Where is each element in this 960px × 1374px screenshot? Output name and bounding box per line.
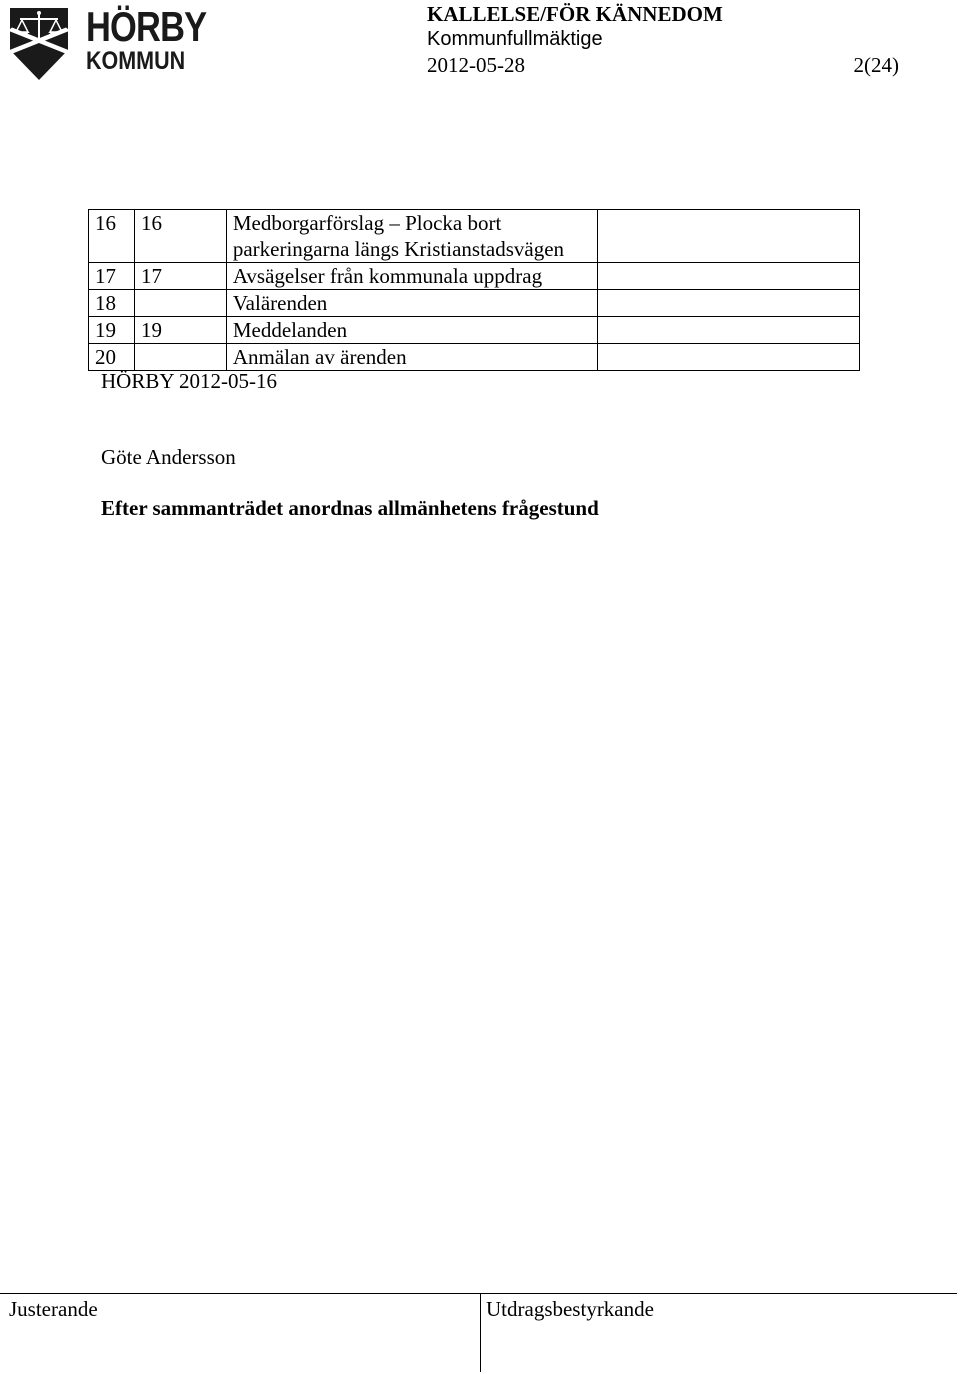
item-reference: [134, 290, 226, 317]
municipality-logo: [8, 3, 207, 84]
item-note: [598, 290, 860, 317]
logo-title: HÖRBY: [86, 3, 207, 50]
signer-name: Göte Andersson: [101, 445, 236, 469]
item-title: Medborgarförslag – Plocka bort parkeringarna längs Kristianstadsvägen: [226, 210, 598, 263]
document-header: [427, 2, 899, 78]
item-reference: 16: [134, 210, 226, 263]
item-title: Anmälan av ärenden: [226, 344, 598, 371]
place-and-date: HÖRBY 2012-05-16: [101, 369, 277, 393]
document-type: KALLELSE/FÖR KÄNNEDOM: [427, 2, 723, 26]
page-number: 2(24): [853, 53, 899, 77]
item-note: [598, 263, 860, 290]
table-row: [89, 344, 860, 371]
item-number: 20: [89, 344, 135, 371]
footer-divider-vertical: [480, 1294, 481, 1372]
table-row: [89, 263, 860, 290]
agenda-table: [88, 209, 860, 371]
table-row: [89, 290, 860, 317]
committee-name: Kommunfullmäktige: [427, 28, 603, 50]
item-note: [598, 210, 860, 263]
item-reference: [134, 344, 226, 371]
item-reference: 17: [134, 263, 226, 290]
item-title: Meddelanden: [226, 317, 598, 344]
table-row: [89, 210, 860, 263]
coat-of-arms-icon: [8, 6, 70, 82]
footer-utdragsbestyrkande: Utdragsbestyrkande: [486, 1297, 654, 1321]
item-note: [598, 317, 860, 344]
table-row: [89, 317, 860, 344]
item-number: 16: [89, 210, 135, 263]
closing-note: Efter sammanträdet anordnas allmänhetens frågestund: [101, 496, 599, 520]
item-number: 19: [89, 317, 135, 344]
item-number: 17: [89, 263, 135, 290]
logo-subtitle: KOMMUN: [86, 47, 186, 75]
document-date: 2012-05-28: [427, 53, 525, 77]
footer-divider-horizontal: [0, 1293, 957, 1294]
item-number: 18: [89, 290, 135, 317]
footer-justerande: Justerande: [9, 1297, 98, 1321]
date-row: [427, 52, 899, 78]
item-note: [598, 344, 860, 371]
item-title: Valärenden: [226, 290, 598, 317]
item-reference: 19: [134, 317, 226, 344]
item-title: Avsägelser från kommunala uppdrag: [226, 263, 598, 290]
